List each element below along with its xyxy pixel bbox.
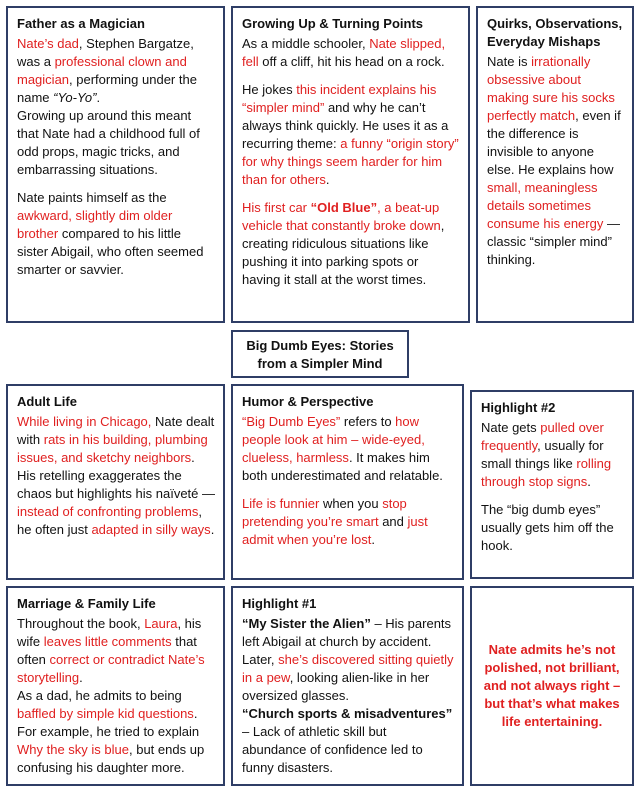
- marriage-paragraph-1: Throughout the book, Laura, his wife leaves little comments that often correct or contradict Nate’s storytelling.: [17, 616, 205, 685]
- box-highlight-1: [231, 586, 464, 786]
- box-title: Father as a Magician: [17, 16, 145, 31]
- growing-paragraph-3: His first car “Old Blue”, a beat-up vehicle that constantly broke down, creating ridiculous situations like pushing it into parking spots or having it stall at the worst times.: [242, 200, 445, 287]
- box-marriage-family: [6, 586, 225, 786]
- box-title: Highlight #1: [242, 596, 317, 611]
- box-title: Highlight #2: [481, 400, 556, 415]
- quirks-paragraph-1: Nate is irrationally obsessive about making sure his socks perfectly match, even if the difference is invisible to anyone else. He explains how small, meaningless details sometimes consume his energy — classic “simpler mind” thinking.: [487, 54, 621, 267]
- highlight1-paragraph-2: “Church sports & misadventures” – Lack of athletic skill but abundance of confidence led to funny disasters.: [242, 706, 453, 775]
- growing-paragraph-1: As a middle schooler, Nate slipped, fell off a cliff, hit his head on a rock.: [242, 36, 446, 69]
- highlight2-paragraph-1: Nate gets pulled over frequently, usually for small things like rolling through stop signs.: [481, 420, 612, 489]
- box-humor-perspective: [231, 384, 464, 580]
- growing-paragraph-2: He jokes this incident explains his “simpler mind” and why he can’t always think quickly. He uses it as a recurring theme: a funny “origin story” for why things seem harder for him than for others.: [242, 82, 459, 187]
- box-adult-life: [6, 384, 225, 580]
- box-quirks: [476, 6, 634, 323]
- center-title-line-2: from a Simpler Mind: [257, 356, 383, 371]
- father-paragraph-2: Nate paints himself as the awkward, slightly dim older brother compared to his little sister Abigail, who often seemed smarter or savvier.: [17, 190, 204, 277]
- adult-paragraph-1: While living in Chicago, Nate dealt with rats in his building, plumbing issues, and sketchy neighbors. His retelling exaggerates the chaos but highlights his naïveté — instead of confronting problems, he often just adapted in silly ways.: [17, 414, 216, 537]
- marriage-paragraph-2: As a dad, he admits to being baffled by simple kid questions. For example, he tried to explain Why the sky is blue, but ends up confusing his daughter more.: [17, 688, 205, 775]
- box-title: Adult Life: [17, 394, 77, 409]
- box-highlight-2: [470, 390, 634, 579]
- box-title: Quirks, Observations, Everyday Mishaps: [487, 16, 623, 49]
- box-growing-up: [231, 6, 470, 323]
- father-paragraph-1b: Growing up around this meant that Nate had a childhood full of odd props, magic tricks, and embarrassing situations.: [17, 108, 200, 177]
- box-title: Marriage & Family Life: [17, 596, 156, 611]
- humor-paragraph-2: Life is funnier when you stop pretending you’re smart and just admit when you’re lost.: [242, 496, 428, 547]
- center-title-box: [231, 330, 409, 378]
- humor-paragraph-1: “Big Dumb Eyes” refers to how people look at him – wide-eyed, clueless, harmless. It makes him both underestimated and relatable.: [242, 414, 443, 483]
- highlight2-paragraph-2: The “big dumb eyes” usually gets him off the hook.: [481, 502, 614, 553]
- box-father-magician: [6, 6, 225, 323]
- box-title: Humor & Perspective: [242, 394, 374, 409]
- box-title: Growing Up & Turning Points: [242, 16, 424, 31]
- center-title-line-1: Big Dumb Eyes: Stories: [246, 338, 394, 353]
- father-paragraph-1: Nate’s dad, Stephen Bargatze, was a professional clown and magician, performing under the name “Yo-Yo”.: [17, 36, 197, 105]
- highlight1-paragraph-1: “My Sister the Alien” – His parents left Abigail at church by accident. Later, she’s discovered sitting quietly in a pew, looking alien-like in her oversized glasses.: [242, 616, 454, 703]
- box-closing-statement: [470, 586, 634, 786]
- closing-statement-text: Nate admits he’s not polished, not brilliant, and not always right – but that’s what makes life entertaining.: [483, 642, 621, 729]
